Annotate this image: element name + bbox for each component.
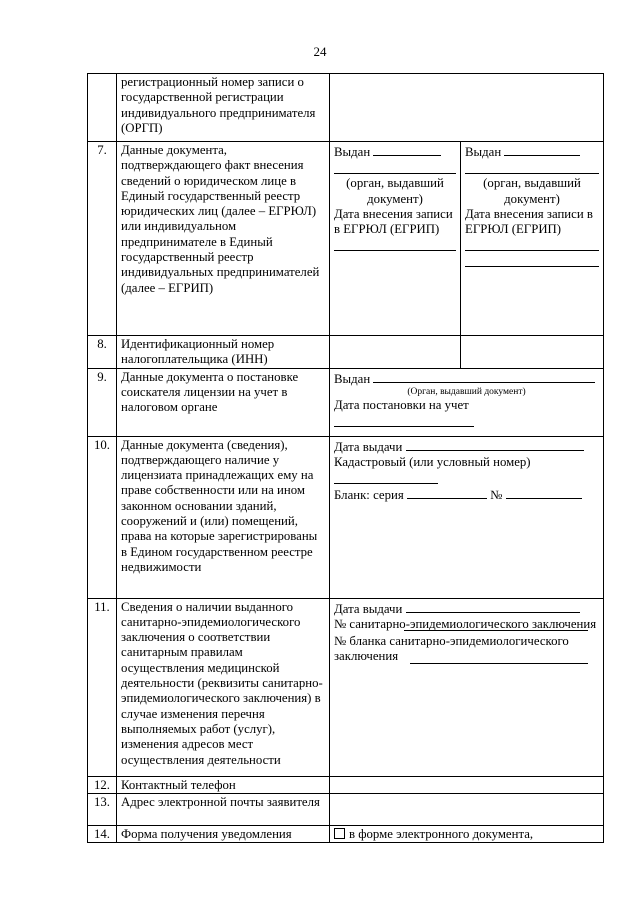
electronic-document-checkbox[interactable] xyxy=(334,828,345,839)
number-sign: № xyxy=(490,488,503,503)
issue-date-field[interactable] xyxy=(406,438,584,451)
row-13 xyxy=(88,793,604,825)
value-cell[interactable] xyxy=(330,793,604,825)
org-caption: (орган, выдавший документ) xyxy=(483,176,581,206)
value-cell-left[interactable] xyxy=(330,336,461,369)
issued-field-line[interactable] xyxy=(465,160,599,174)
date-entry-field[interactable] xyxy=(334,237,456,251)
label-cell: регистрационный номер записи о государственной регистрации индивидуального предпринимателя (ОРГП) xyxy=(117,74,330,142)
row-11 xyxy=(88,598,604,776)
issue-date-field[interactable] xyxy=(406,600,580,613)
issued-field[interactable] xyxy=(373,370,595,383)
issued-field[interactable] xyxy=(373,143,441,156)
page-number: 24 xyxy=(313,44,327,59)
value-cell[interactable] xyxy=(330,368,604,436)
value-cell-right[interactable] xyxy=(461,142,604,336)
value-cell[interactable] xyxy=(330,436,604,598)
row-14 xyxy=(88,825,604,842)
value-cell-left[interactable] xyxy=(330,142,461,336)
blank-number-label: № бланка санитарно-эпидемиологического заключения xyxy=(334,634,569,664)
electronic-document-option: в форме электронного документа, xyxy=(349,826,534,841)
issue-date-label: Дата выдачи xyxy=(334,601,403,616)
row-12 xyxy=(88,776,604,793)
issued-label: Выдан xyxy=(334,371,371,386)
row-number: 8. xyxy=(88,336,117,369)
org-caption: (Орган, выдавший документ) xyxy=(407,386,526,397)
row-7 xyxy=(88,142,604,336)
row-number: 7. xyxy=(88,142,117,336)
row-9 xyxy=(88,368,604,436)
blank-series-field[interactable] xyxy=(407,486,487,499)
date-entry-label: Дата внесения записи в ЕГРЮЛ (ЕГРИП) xyxy=(334,206,453,237)
cadastral-label: Кадастровый (или условный номер) xyxy=(334,454,531,469)
registration-date-label: Дата постановки на учет xyxy=(334,397,469,412)
value-cell xyxy=(330,825,604,842)
date-entry-field-2[interactable] xyxy=(465,253,599,267)
row-number: 9. xyxy=(88,368,117,436)
label-cell: Форма получения уведомления xyxy=(117,825,330,842)
issued-field-line[interactable] xyxy=(334,160,456,174)
label-cell: Контактный телефон xyxy=(117,776,330,793)
value-cell-right[interactable] xyxy=(461,336,604,369)
value-cell[interactable] xyxy=(330,74,604,142)
value-cell[interactable] xyxy=(330,776,604,793)
date-entry-label: Дата внесения записи в ЕГРЮЛ (ЕГРИП) xyxy=(465,206,593,237)
row-8 xyxy=(88,336,604,369)
row-number: 11. xyxy=(88,598,117,776)
conclusion-number-label: № санитарно-эпидемиологического заключения xyxy=(334,616,597,631)
issued-field[interactable] xyxy=(504,143,580,156)
row-number: 10. xyxy=(88,436,117,598)
blank-series-label: Бланк: серия xyxy=(334,488,404,503)
registration-date-field[interactable] xyxy=(334,413,474,427)
date-entry-field[interactable] xyxy=(465,237,599,251)
row-number: 12. xyxy=(88,776,117,793)
label-cell: Адрес электронной почты заявителя xyxy=(117,793,330,825)
row-continuation xyxy=(88,74,604,142)
cadastral-field[interactable] xyxy=(334,470,438,484)
label-cell: Данные документа о постановке соискателя лицензии на учет в налоговом органе xyxy=(117,368,330,436)
org-caption: (орган, выдавший документ) xyxy=(346,176,444,206)
num-cell xyxy=(88,74,117,142)
value-cell[interactable] xyxy=(330,598,604,776)
row-number: 14. xyxy=(88,825,117,842)
application-form-table xyxy=(87,73,604,843)
label-cell: Сведения о наличии выданного санитарно-эпидемиологического заключения о соответствии санитарным правилам осуществления медицинской деятельности (реквизиты санитарно-эпидемиологического заключения) в случае изменения перечня выполняемых работ (услуг), изменения адресов мест осуществления деятельности xyxy=(117,598,330,776)
label-cell: Идентификационный номер налогоплательщика (ИНН) xyxy=(117,336,330,369)
issued-label: Выдан xyxy=(334,145,371,159)
row-number: 13. xyxy=(88,793,117,825)
blank-number-field[interactable] xyxy=(410,651,588,664)
row-10 xyxy=(88,436,604,598)
label-cell: Данные документа, подтверждающего факт внесения сведений о юридическом лице в Единый государственный реестр юридических лиц (далее – ЕГРЮЛ) или индивидуальном предпринимателе в Единый государственный реестр индивидуальных предпринимателей (далее – ЕГРИП) xyxy=(117,142,330,336)
issue-date-label: Дата выдачи xyxy=(334,439,403,454)
issued-label: Выдан xyxy=(465,145,502,159)
blank-number-field[interactable] xyxy=(506,486,582,499)
label-cell: Данные документа (сведения), подтверждающего наличие у лицензиата принадлежащих ему на праве собственности или на ином законном основании зданий, сооружений и (или) помещений, права на которые зарегистрированы в Едином государственном реестре недвижимости xyxy=(117,436,330,598)
